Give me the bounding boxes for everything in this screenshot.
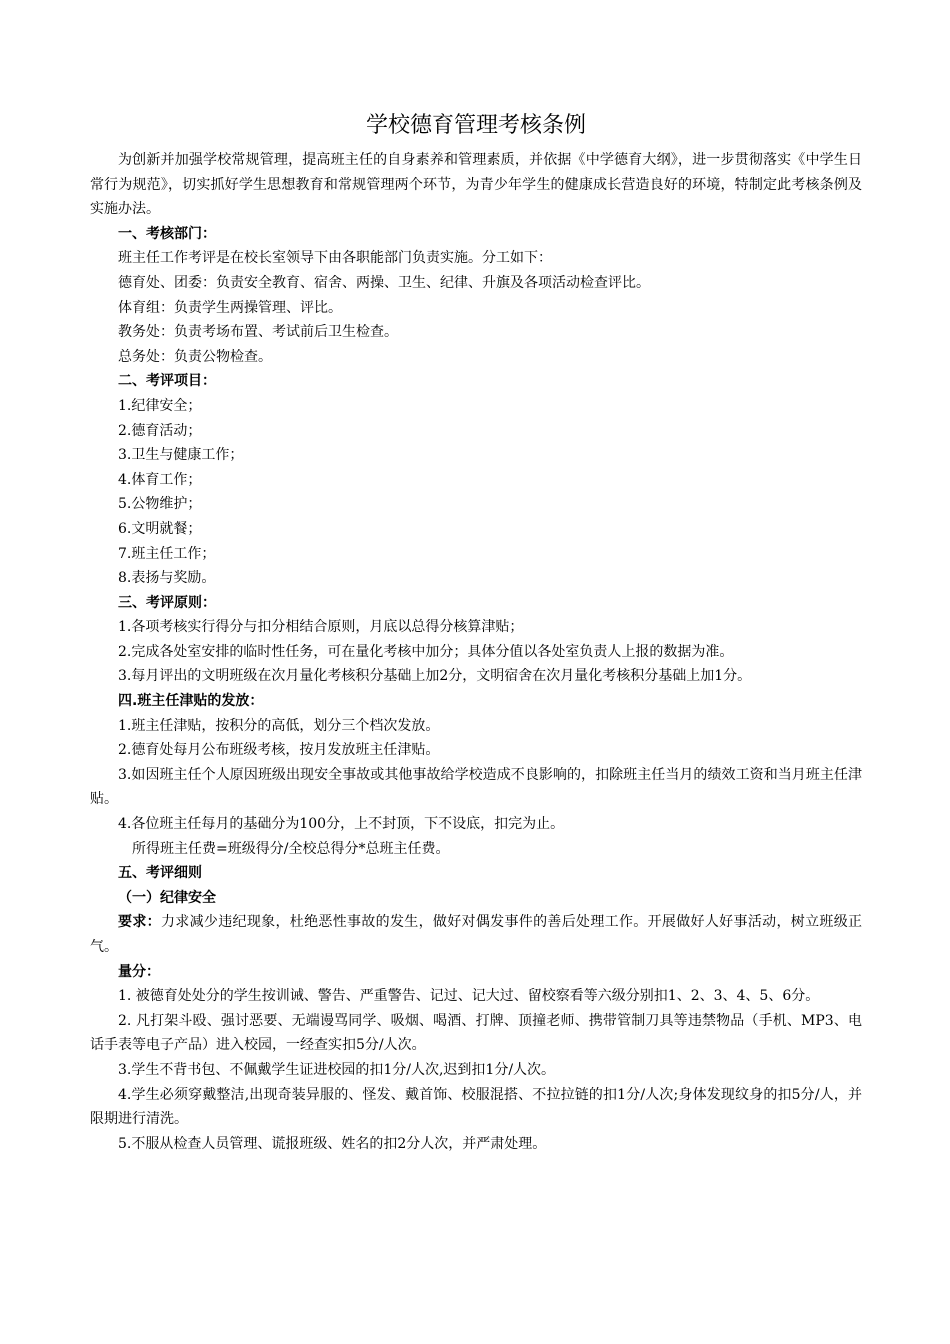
- section-1-line: 体育组：负责学生两操管理、评比。: [118, 299, 342, 316]
- document-page: [90, 106, 862, 1156]
- section-4-item: 4.各位班主任每月的基础分为100分，上不封顶，下不设底，扣完为止。: [118, 816, 565, 833]
- requirement-paragraph: [90, 910, 862, 959]
- section-3-heading: 三、考评原则：: [118, 594, 216, 611]
- section-1-heading: 一、考核部门：: [118, 225, 216, 242]
- section-2-item: 3.卫生与健康工作；: [118, 447, 244, 464]
- section-3-item: 2.完成各处室安排的临时性任务，可在量化考核中加分；具体分值以各处室负责人上报的数据为准。: [118, 643, 734, 660]
- requirement-text: 力求减少违纪现象，杜绝恶性事故的发生，做好对偶发事件的善后处理工作。开展做好人好事活动，树立班级正气。: [90, 914, 863, 955]
- score-item: 5.不服从检查人员管理、谎报班级、姓名的扣2分人次，并严肃处理。: [118, 1135, 547, 1152]
- section-1-line: 班主任工作考评是在校长室领导下由各职能部门负责实施。分工如下：: [118, 250, 552, 267]
- section-4-heading: 四.班主任津贴的发放：: [118, 693, 264, 710]
- section-1-line: 德育处、团委：负责安全教育、宿舍、两操、卫生、纪律、升旗及各项活动检查评比。: [118, 274, 650, 291]
- doc-title: 学校德育管理考核条例: [365, 113, 586, 138]
- section-4-formula: 所得班主任费=班级得分/全校总得分*总班主任费。: [132, 840, 450, 857]
- section-2-item: 7.班主任工作；: [118, 545, 216, 562]
- section-2-item: 4.体育工作；: [118, 471, 202, 488]
- score-label: 量分：: [118, 963, 160, 980]
- section-2-heading: 二、考评项目：: [118, 373, 216, 390]
- section-5-subheading: （一）纪律安全: [118, 889, 216, 906]
- section-2-item: 2.德育活动；: [118, 422, 202, 439]
- requirement-label: 要求：: [118, 914, 161, 931]
- section-1-line: 总务处：负责公物检查。: [118, 348, 272, 365]
- section-4-item: 3.如因班主任个人原因班级出现安全事故或其他事故给学校造成不良影响的，扣除班主任当月的绩效工资和当月班主任津贴。: [90, 766, 862, 808]
- section-4-item: 1.班主任津贴，按积分的高低，划分三个档次发放。: [118, 717, 440, 734]
- score-item: 4.学生必须穿戴整洁,出现奇装异服的、怪发、戴首饰、校服混搭、不拉拉链的扣1分/人次;身体发现纹身的扣5分/人，并限期进行清洗。: [90, 1086, 862, 1128]
- section-3-item: 3.每月评出的文明班级在次月量化考核积分基础上加2分，文明宿舍在次月量化考核积分基础上加1分。: [118, 668, 752, 685]
- section-2-item: 5.公物维护；: [118, 496, 202, 513]
- section-2-item: 8.表扬与奖励。: [118, 570, 216, 587]
- score-item: 1. 被德育处处分的学生按训诫、警告、严重警告、记过、记大过、留校察看等六级分别扣1、2、3、4、5、6分。: [118, 988, 820, 1005]
- section-4-item: 2.德育处每月公布班级考核，按月发放班主任津贴。: [118, 742, 440, 759]
- section-5-heading: 五、考评细则: [118, 865, 202, 882]
- score-item: 2. 凡打架斗殴、强讨恶要、无端谩骂同学、吸烟、喝酒、打牌、顶撞老师、携带管制刀具等违禁物品（手机、MP3、电话手表等电子产品）进入校园，一经查实扣5分/人次。: [90, 1012, 862, 1054]
- section-1-line: 教务处：负责考场布置、考试前后卫生检查。: [118, 324, 398, 341]
- section-2-item: 1.纪律安全；: [118, 397, 202, 414]
- section-3-item: 1.各项考核实行得分与扣分相结合原则，月底以总得分核算津贴；: [118, 619, 524, 636]
- intro-paragraph: 为创新并加强学校常规管理，提高班主任的自身素养和管理素质，并依据《中学德育大纲》，进一步贯彻落实《中学生日常行为规范》，切实抓好学生思想教育和常规管理两个环节，为青少年学生的健康成长营造良好的环境，特制定此考核条例及实施办法。: [90, 152, 862, 218]
- section-2-item: 6.文明就餐；: [118, 520, 202, 537]
- score-item: 3.学生不背书包、不佩戴学生证进校园的扣1分/人次,迟到扣1分/人次。: [118, 1061, 556, 1078]
